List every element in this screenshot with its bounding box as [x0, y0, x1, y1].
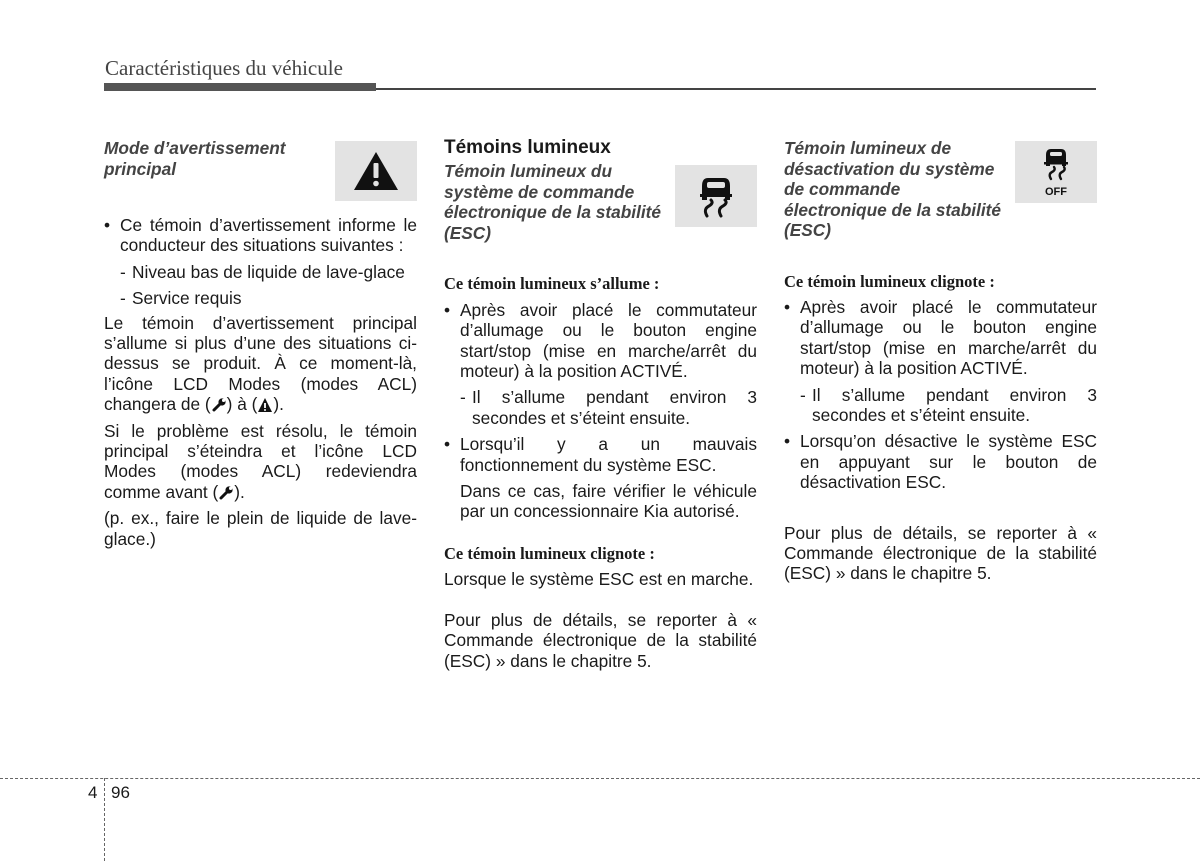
- bullet-text: Après avoir placé le commutateur d’allumage ou le bouton engine start/stop (mise en marche/arrêt du moteur) à la position ACTIVÉ.: [460, 299, 757, 382]
- esc-indicator-subtitle: Témoin lumineux du système de commande électronique de la stabilité (ESC): [444, 161, 662, 243]
- paragraph-text: Le témoin d’avertissement principal s’allume si plus d’une des situations ci-dessus se produit. À ce moment-là, l’icône LCD Modes (modes ACL) changera de (: [104, 312, 417, 415]
- esc-off-icon: [1032, 145, 1080, 199]
- warning-triangle-icon: [352, 150, 400, 192]
- paragraph: [104, 421, 417, 503]
- esc-car-skid-icon: [692, 172, 740, 220]
- chapter-number: 4: [88, 783, 98, 802]
- warning-triangle-small-icon: [257, 397, 273, 413]
- bullet-marker: •: [444, 299, 451, 320]
- list-item: [444, 300, 757, 382]
- esc-off-icon-box: [1015, 141, 1097, 203]
- bullet-text: Lorsqu’on désactive le système ESC en appuyant sur le bouton de désactivation ESC.: [800, 431, 1097, 493]
- list-item: [104, 262, 417, 282]
- section-heading: Témoins lumineux: [444, 137, 611, 158]
- master-warning-subtitle: Mode d’avertissement principal: [104, 138, 286, 179]
- esc-indicator-head: [444, 161, 757, 243]
- paragraph: (p. ex., faire le plein de liquide de lave-glace.): [104, 508, 417, 549]
- master-warning-icon-box: [335, 141, 417, 201]
- page-number: 96: [111, 783, 130, 802]
- list-item: [444, 434, 757, 475]
- esc-off-subtitle: Témoin lumineux de désactivation du système de commande électronique de la stabilité (ESC): [784, 138, 1002, 240]
- off-label: OFF: [1045, 186, 1067, 198]
- subsection-heading: Ce témoin lumineux clignote :: [784, 271, 995, 291]
- list-item: [784, 431, 1097, 492]
- paragraph-text: ).: [273, 394, 284, 415]
- esc-off-head: [784, 138, 1097, 241]
- column-esc-off-indicator: [784, 138, 1097, 584]
- header-rule-thin: [376, 88, 1096, 90]
- header-rule-thick: [104, 83, 376, 91]
- dash-marker: -: [460, 387, 466, 408]
- subsection-heading: Ce témoin lumineux s’allume :: [444, 274, 660, 294]
- wrench-icon: [218, 485, 234, 501]
- paragraph-text: ) à (: [226, 394, 258, 415]
- esc-indicator-icon-box: [675, 165, 757, 227]
- dash-text: Service requis: [132, 288, 242, 309]
- dash-text: Il s’allume pendant environ 3 secondes et s’éteint ensuite.: [812, 384, 1097, 425]
- wrench-icon: [211, 397, 227, 413]
- bullet-marker: •: [784, 431, 791, 452]
- column-esc-indicator: [444, 138, 757, 671]
- list-item: [784, 385, 1097, 426]
- paragraph-text: Si le problème est résolu, le témoin principal s’éteindra et l’icône LCD Modes (modes ACL) redeviendra comme avant (: [104, 420, 417, 502]
- list-item: [784, 297, 1097, 379]
- list-item: [444, 387, 757, 428]
- master-warning-head: [104, 138, 417, 201]
- subsection-heading: Ce témoin lumineux clignote :: [444, 543, 655, 563]
- paragraph-text: ).: [234, 481, 245, 502]
- footer-vertical-rule: [104, 778, 105, 861]
- paragraph: Pour plus de détails, se reporter à « Commande électronique de la stabilité (ESC) » dans le chapitre 5.: [444, 609, 757, 671]
- bullet-text: Ce témoin d’avertissement informe le conducteur des situations suivantes :: [120, 215, 417, 256]
- bullet-text: Après avoir placé le commutateur d’allumage ou le bouton engine start/stop (mise en marche/arrêt du moteur) à la position ACTIVÉ.: [800, 296, 1097, 379]
- bullet-marker: •: [784, 296, 791, 317]
- dash-text: Il s’allume pendant environ 3 secondes et s’éteint ensuite.: [472, 387, 757, 428]
- list-item: [104, 288, 417, 308]
- dash-marker: -: [800, 384, 806, 405]
- dash-marker: -: [120, 288, 126, 309]
- page-header-title: Caractéristiques du véhicule: [105, 56, 343, 80]
- bullet-marker: •: [444, 434, 451, 455]
- bullet-text: Lorsqu’il y a un mauvais fonctionnement du système ESC.: [460, 434, 757, 475]
- column-master-warning: [104, 138, 417, 549]
- paragraph: Pour plus de détails, se reporter à « Commande électronique de la stabilité (ESC) » dans le chapitre 5.: [784, 522, 1097, 584]
- dash-marker: -: [120, 261, 126, 282]
- paragraph: [104, 313, 417, 415]
- bullet-marker: •: [104, 215, 111, 235]
- list-item-continuation: Dans ce cas, faire vérifier le véhicule par un concessionnaire Kia autorisé.: [460, 481, 757, 522]
- dash-text: Niveau bas de liquide de lave-glace: [132, 261, 405, 282]
- list-item: [104, 215, 417, 256]
- paragraph: Lorsque le système ESC est en marche.: [444, 569, 754, 590]
- footer-rule: [0, 778, 1200, 779]
